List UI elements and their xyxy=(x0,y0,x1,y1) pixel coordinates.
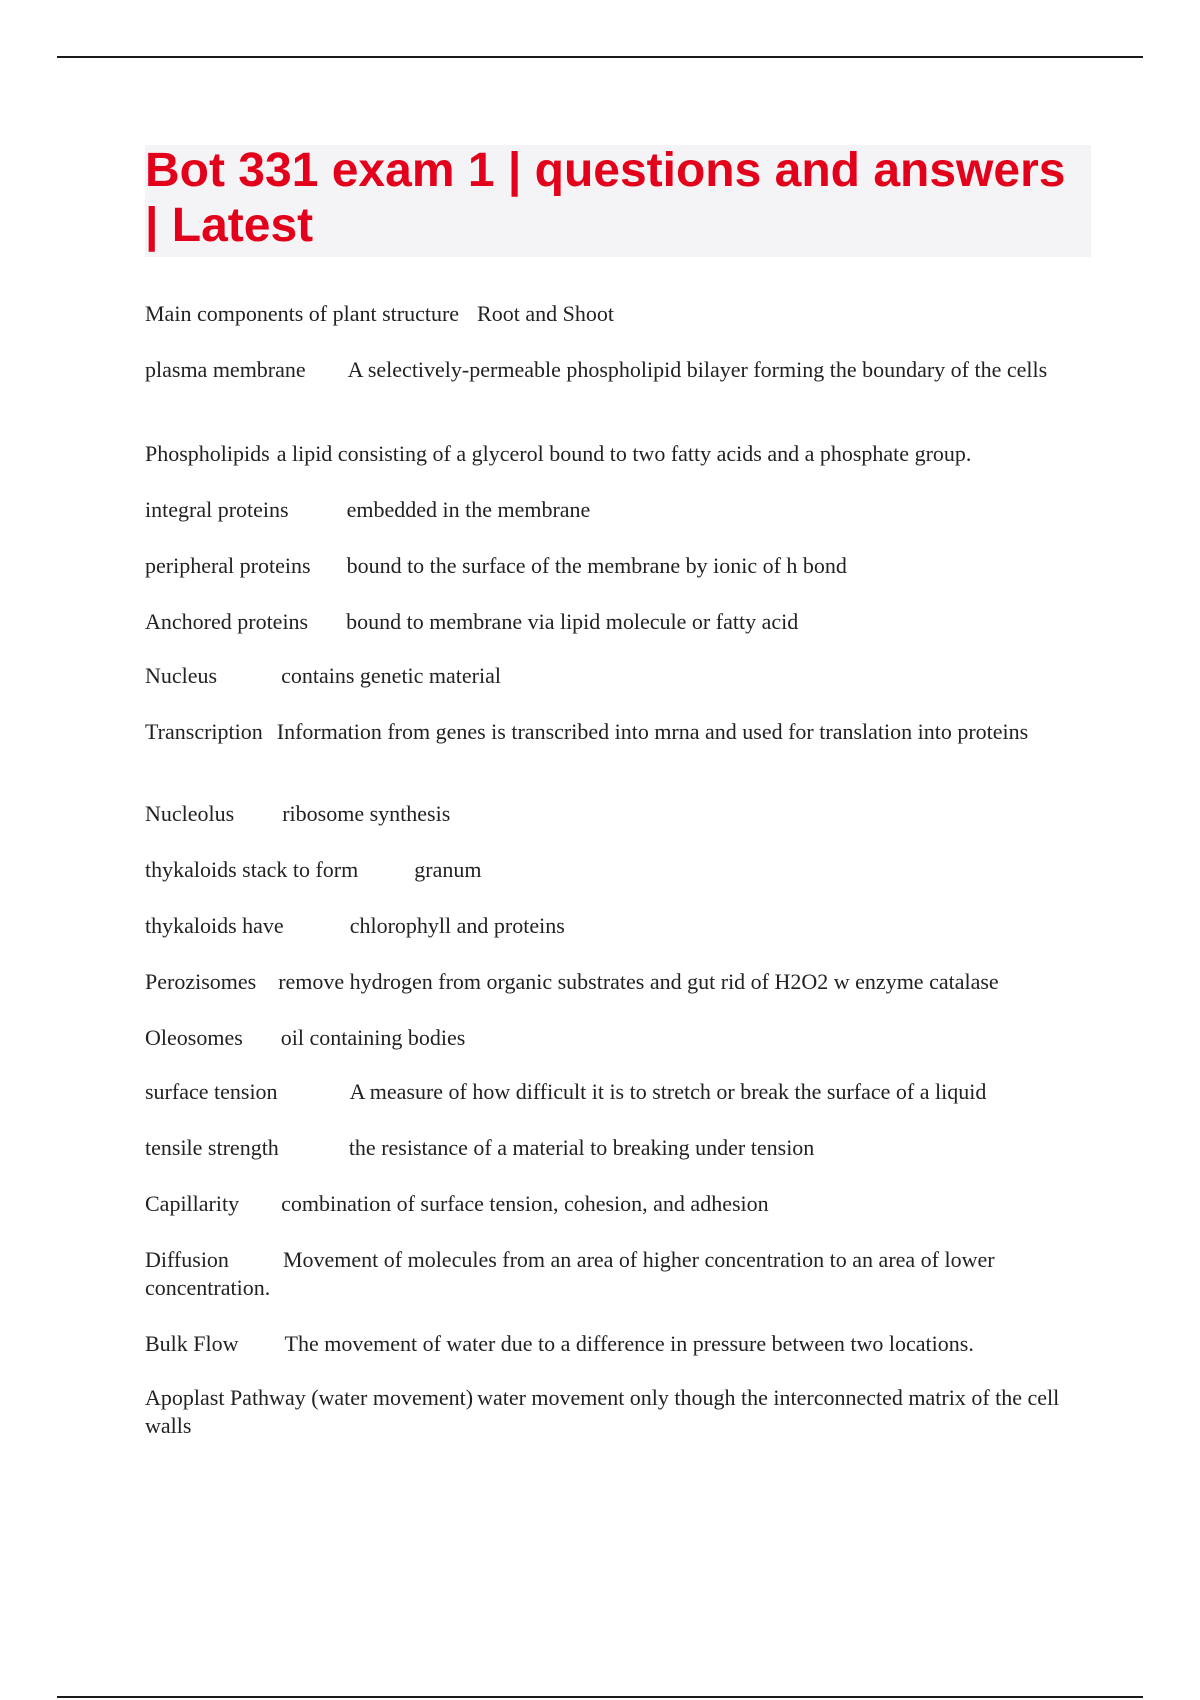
entry-term: Capillarity xyxy=(145,1191,240,1216)
entry-definition: A selectively-permeable phospholipid bilayer forming the boundary of the cells xyxy=(347,357,1048,382)
entry-definition: Information from genes is transcribed into mrna and used for translation into proteins xyxy=(276,719,1029,744)
list-item xyxy=(145,1024,1091,1052)
list-item xyxy=(145,1246,1091,1302)
entry-term: Oleosomes xyxy=(145,1025,243,1050)
list-item xyxy=(145,440,1091,468)
document-title: Bot 331 exam 1 | questions and answers | Latest xyxy=(145,144,1066,252)
top-rule xyxy=(57,56,1143,58)
list-item xyxy=(145,1134,1091,1162)
entry-definition: Movement of molecules from an area of higher concentration to an area of lower concentration. xyxy=(145,1247,995,1300)
entry-term: thykaloids stack to form xyxy=(145,857,359,882)
entry-definition: ribosome synthesis xyxy=(282,801,451,826)
list-item xyxy=(145,912,1091,940)
entry-definition: chlorophyll and proteins xyxy=(349,913,565,938)
entry-term: Nucleolus xyxy=(145,801,235,826)
entry-term: Main components of plant structure xyxy=(145,301,460,326)
bottom-rule xyxy=(57,1696,1143,1698)
entry-definition: The movement of water due to a difference in pressure between two locations. xyxy=(284,1331,974,1356)
entry-definition: embedded in the membrane xyxy=(346,497,591,522)
entry-definition: water movement only though the interconnected matrix of the cell walls xyxy=(145,1385,1060,1438)
entry-definition: a lipid consisting of a glycerol bound to two fatty acids and a phosphate group. xyxy=(276,441,972,466)
entry-definition: bound to membrane via lipid molecule or fatty acid xyxy=(346,609,799,634)
entry-term: tensile strength xyxy=(145,1135,279,1160)
entry-definition: A measure of how difficult it is to stretch or break the surface of a liquid xyxy=(349,1079,987,1104)
entry-term: Transcription xyxy=(145,719,263,744)
entry-term: Perozisomes xyxy=(145,969,257,994)
list-item xyxy=(145,496,1091,524)
entry-definition: granum xyxy=(414,857,482,882)
entry-term: surface tension xyxy=(145,1079,278,1104)
entry-term: Nucleus xyxy=(145,663,218,688)
entry-definition: combination of surface tension, cohesion, and adhesion xyxy=(281,1191,769,1216)
list-item xyxy=(145,1384,1091,1440)
list-item xyxy=(145,300,1091,328)
list-item xyxy=(145,800,1091,828)
list-item xyxy=(145,1190,1091,1218)
entry-definition: the resistance of a material to breaking under tension xyxy=(348,1135,815,1160)
entry-definition: Root and Shoot xyxy=(477,301,614,326)
entry-term: Anchored proteins xyxy=(145,609,309,634)
list-item xyxy=(145,356,1091,384)
entry-term: Apoplast Pathway (water movement) xyxy=(145,1385,474,1410)
entry-definition: contains genetic material xyxy=(281,663,501,688)
list-item xyxy=(145,856,1091,884)
entry-term: integral proteins xyxy=(145,497,289,522)
list-item xyxy=(145,552,1091,580)
list-item xyxy=(145,718,1091,746)
list-item xyxy=(145,662,1091,690)
entry-term: Diffusion xyxy=(145,1247,229,1272)
entry-definition: remove hydrogen from organic substrates and gut rid of H2O2 w enzyme catalase xyxy=(278,969,999,994)
entry-term: plasma membrane xyxy=(145,357,306,382)
entry-term: Phospholipids xyxy=(145,441,270,466)
entry-definition: oil containing bodies xyxy=(280,1025,466,1050)
list-item xyxy=(145,968,1091,996)
entry-term: Bulk Flow xyxy=(145,1331,239,1356)
entry-definition: bound to the surface of the membrane by ionic of h bond xyxy=(346,553,847,578)
list-item xyxy=(145,1078,1091,1106)
list-item xyxy=(145,1330,1091,1358)
entry-term: thykaloids have xyxy=(145,913,284,938)
list-item xyxy=(145,608,1091,636)
entry-term: peripheral proteins xyxy=(145,553,311,578)
